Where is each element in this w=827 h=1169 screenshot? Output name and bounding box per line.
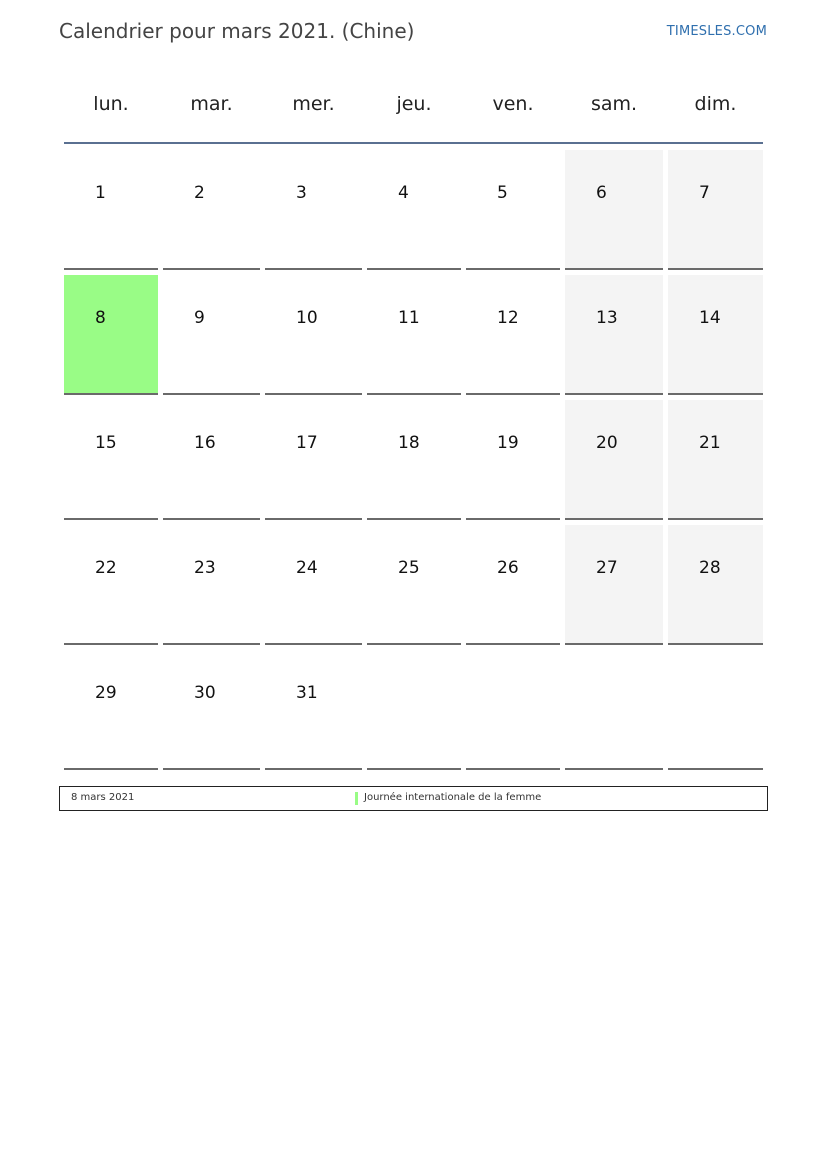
day-number: 14 <box>699 308 721 328</box>
day-number: 13 <box>596 308 618 328</box>
day-cell <box>466 400 560 520</box>
weekday-wednesday: mer. <box>292 93 335 115</box>
day-cell <box>565 150 663 270</box>
day-number: 26 <box>497 558 519 578</box>
legend-holiday-name: Journée internationale de la femme <box>364 792 542 803</box>
day-number: 1 <box>95 183 106 203</box>
day-cell <box>265 275 362 395</box>
weekday-sunday: dim. <box>694 93 737 115</box>
day-cell <box>163 650 260 770</box>
day-number: 29 <box>95 683 117 703</box>
weekday-friday: ven. <box>492 93 534 115</box>
day-cell <box>367 400 461 520</box>
day-number: 12 <box>497 308 519 328</box>
day-cell <box>64 150 158 270</box>
brand-link[interactable]: TIMESLES.COM <box>666 24 767 39</box>
day-number: 23 <box>194 558 216 578</box>
day-cell <box>565 400 663 520</box>
day-number: 17 <box>296 433 318 453</box>
weekday-monday: lun. <box>93 93 129 115</box>
day-number: 27 <box>596 558 618 578</box>
day-cell <box>163 400 260 520</box>
day-number: 31 <box>296 683 318 703</box>
day-number: 16 <box>194 433 216 453</box>
weekday-tuesday: mar. <box>190 93 233 115</box>
day-number: 7 <box>699 183 710 203</box>
day-cell <box>466 525 560 645</box>
day-cell <box>565 525 663 645</box>
day-cell <box>64 275 158 395</box>
empty-day-cell <box>367 650 461 770</box>
weekday-thursday: jeu. <box>396 93 432 115</box>
day-number: 20 <box>596 433 618 453</box>
legend-holiday-swatch <box>355 792 358 805</box>
day-cell <box>367 275 461 395</box>
empty-day-cell <box>466 650 560 770</box>
day-cell <box>668 150 763 270</box>
day-number: 22 <box>95 558 117 578</box>
day-cell <box>163 525 260 645</box>
day-cell <box>265 400 362 520</box>
day-cell <box>64 650 158 770</box>
day-cell <box>367 525 461 645</box>
empty-day-cell <box>565 650 663 770</box>
day-number: 2 <box>194 183 205 203</box>
day-number: 19 <box>497 433 519 453</box>
day-cell <box>466 150 560 270</box>
day-number: 6 <box>596 183 607 203</box>
empty-day-cell <box>668 650 763 770</box>
day-number: 9 <box>194 308 205 328</box>
day-cell <box>668 525 763 645</box>
day-number: 30 <box>194 683 216 703</box>
weekday-header-row <box>64 90 763 120</box>
day-cell <box>668 275 763 395</box>
day-number: 3 <box>296 183 307 203</box>
day-cell <box>265 650 362 770</box>
day-number: 11 <box>398 308 420 328</box>
day-number: 15 <box>95 433 117 453</box>
day-cell <box>265 525 362 645</box>
day-number: 28 <box>699 558 721 578</box>
day-number: 21 <box>699 433 721 453</box>
weekday-saturday: sam. <box>590 93 638 115</box>
holiday-legend <box>59 786 768 811</box>
day-cell <box>466 275 560 395</box>
day-cell <box>64 400 158 520</box>
day-cell <box>163 150 260 270</box>
header-divider <box>64 142 763 144</box>
day-number: 18 <box>398 433 420 453</box>
calendar-title: Calendrier pour mars 2021. (Chine) <box>59 19 415 43</box>
day-number: 8 <box>95 308 106 328</box>
day-cell <box>565 275 663 395</box>
day-number: 4 <box>398 183 409 203</box>
day-number: 10 <box>296 308 318 328</box>
day-number: 25 <box>398 558 420 578</box>
legend-holiday-date: 8 mars 2021 <box>71 792 135 803</box>
day-cell <box>668 400 763 520</box>
day-cell <box>64 525 158 645</box>
day-number: 5 <box>497 183 508 203</box>
day-cell <box>265 150 362 270</box>
day-cell <box>367 150 461 270</box>
day-cell <box>163 275 260 395</box>
day-number: 24 <box>296 558 318 578</box>
